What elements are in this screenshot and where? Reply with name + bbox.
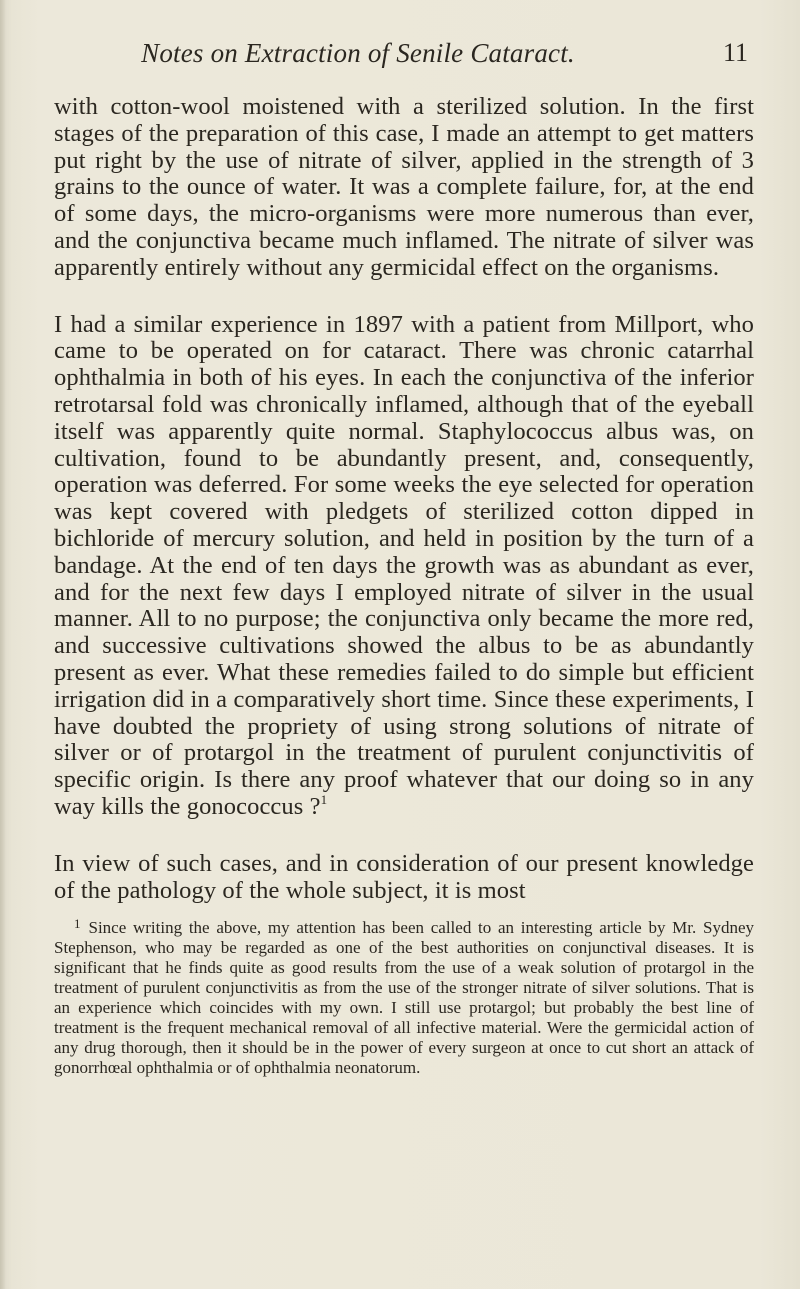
paragraph-1: with cotton-wool moistened with a sterilized solution. In the first stages of the preparation of this case, I made an attempt to get matters put right by the use of nitrate of silver, applied in the strength of 3 grains to the ounce of water. It was a complete failure, for, at the end of some days, the micro-organisms were more numerous than ever, and the conjunctiva became much inflamed. The nitrate of silver was apparently entirely without any germicidal effect on the organisms. xyxy=(54,93,754,281)
paragraph-spacer xyxy=(54,282,754,312)
footnote-marker: 1 xyxy=(74,916,81,932)
page-number: 11 xyxy=(722,38,748,67)
paragraph-2 xyxy=(54,312,754,821)
running-title: Notes on Extraction of Senile Cataract. xyxy=(141,38,575,68)
running-head xyxy=(98,38,748,78)
paragraph-2-text: I had a similar experience in 1897 with a patient from Millport, who came to be operated on for cataract. There was chronic catarrhal ophthalmia in both of his eyes. In each the conjunctiva of the inferior retrotarsal fold was chronically inflamed, although that of the eyeball itself was apparently quite normal. Staphylococcus albus was, on cultivation, found to be abundantly present, and, consequently, operation was deferred. For some weeks the eye selected for operation was kept covered with pledgets of sterilized cotton dipped in bichloride of mercury solution, and held in position by the turn of a bandage. At the end of ten days the growth was as abundant as ever, and for the next few days I employed nitrate of silver in the usual manner. All to no purpose; the conjunctiva only became the more red, and successive cultivations showed the albus to be as abundantly present as ever. What these remedies failed to do simple but efficient irrigation did in a comparatively short time. Since these experiments, I have doubted the propriety of using strong solutions of nitrate of silver or of protargol in the treatment of purulent conjunctivitis of specific origin. Is there any proof whatever that our doing so in any way kills the gonococcus ? xyxy=(54,310,754,820)
body-text xyxy=(54,94,754,1078)
gutter-shadow xyxy=(0,0,6,1289)
footnote-reference: 1 xyxy=(320,791,328,807)
footnote-text: Since writing the above, my attention has been called to an interesting article by Mr. Sydney Stephenson, who may be regarded as one of the best authorities on conjunctival diseases. It is significant that he finds quite as good results from the use of a weak solution of protargol in the treatment of purulent conjunctivitis as from the use of the stronger nitrate of silver solutions. That is an experience which coincides with my own. I still use protargol; but probably the best line of treatment is the frequent mechanical removal of all infective material. Were the germicidal action of any drug thorough, then it should be in the power of every surgeon at once to cut short an attack of gonorrhœal ophthalmia or of ophthalmia neonatorum. xyxy=(54,918,754,1078)
paragraph-3: In view of such cases, and in consideration of our present knowledge of the pathology of the whole subject, it is most xyxy=(54,849,754,904)
paragraph-spacer xyxy=(54,821,754,851)
footnote xyxy=(54,914,754,1078)
